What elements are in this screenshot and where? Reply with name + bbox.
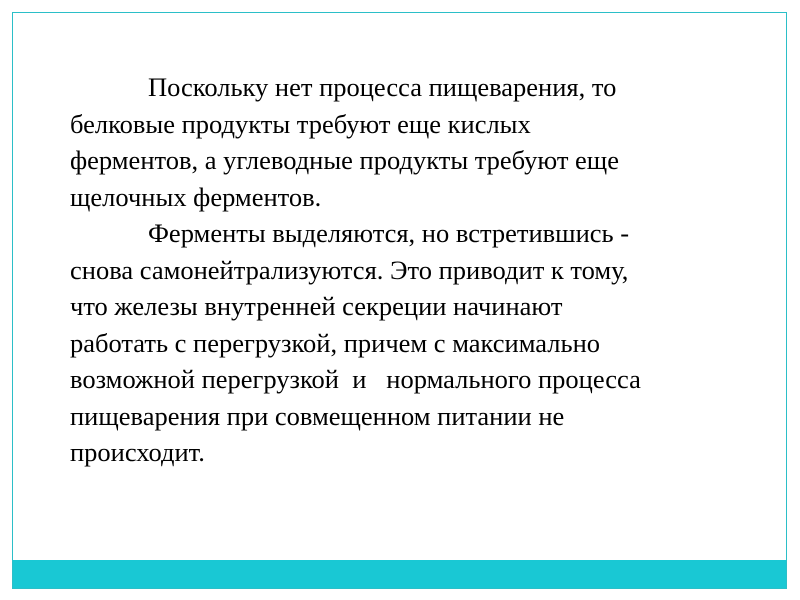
- paragraph-2-line-3: что железы внутренней секреции начинают: [70, 291, 563, 321]
- paragraph-2-line-5: возможной перегрузкой и нормального процесса: [70, 364, 641, 394]
- paragraph-2-line-6: пищеварения при совмещенном питании не: [70, 400, 565, 431]
- slide-frame: [12, 12, 787, 589]
- slide-body-text: [70, 69, 770, 471]
- paragraph-1-line-3: ферментов, а углеводные продукты требуют еще: [70, 145, 619, 175]
- paragraph-2-line-2: снова самонейтрализуются. Это приводит к тому,: [70, 254, 629, 285]
- paragraph-2-line-1: Ферменты выделяются, но встретившись -: [148, 218, 630, 248]
- paragraph-1: [70, 69, 770, 215]
- paragraph-1-line-1: Поскольку нет процесса пищеварения, то: [148, 72, 617, 102]
- paragraph-1-line-2: белковые продукты требуют еще кислых: [70, 108, 531, 139]
- paragraph-2-line-7: происходит.: [70, 437, 205, 467]
- paragraph-2: [70, 215, 770, 471]
- bottom-accent-bar: [13, 560, 786, 588]
- paragraph-1-line-4: щелочных ферментов.: [70, 181, 322, 212]
- paragraph-2-line-4: работать с перегрузкой, причем с максимально: [70, 327, 601, 358]
